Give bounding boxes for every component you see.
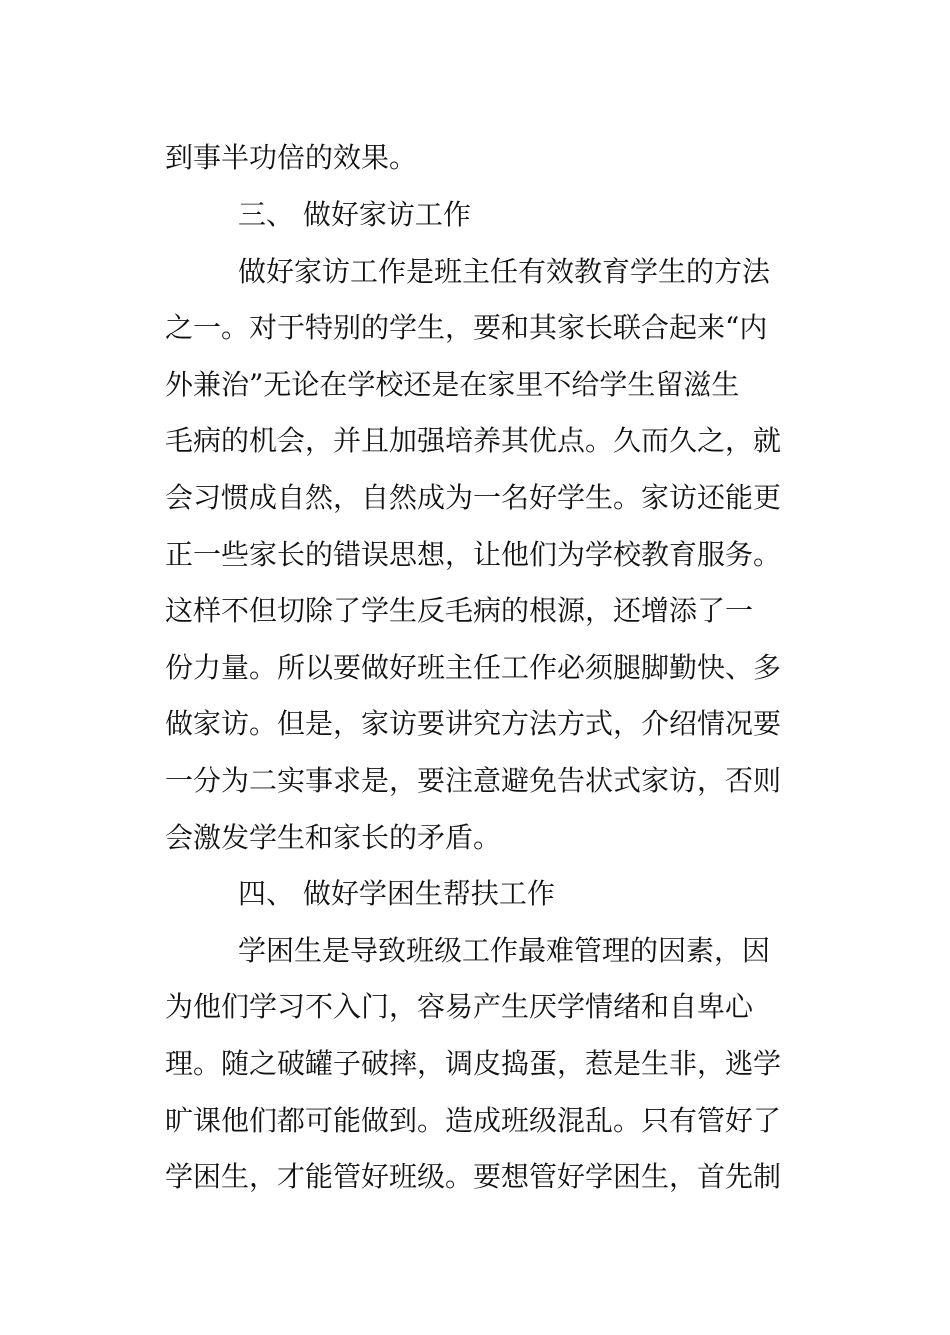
text-line: 会激发学生和家长的矛盾。 bbox=[165, 821, 502, 854]
text-line: 理。随之破罐子破摔，调皮捣蛋，惹是生非，逃学 bbox=[165, 1047, 782, 1080]
text-line: 到事半功倍的效果。 bbox=[165, 141, 418, 174]
text-line: 会习惯成自然，自然成为一名好学生。家访还能更 bbox=[165, 481, 782, 514]
text-line: 这样不但切除了学生反毛病的根源，还增添了一 bbox=[165, 594, 754, 627]
text-line: 一分为二实事求是，要注意避免告状式家访，否则 bbox=[165, 764, 782, 797]
paragraph-first-line: 学困生是导致班级工作最难管理的因素，因 bbox=[238, 934, 771, 967]
text-line: 毛病的机会，并且加强培养其优点。久而久之，就 bbox=[165, 424, 782, 457]
text-line: 份力量。所以要做好班主任工作必须腿脚勤快、多 bbox=[165, 651, 782, 684]
text-line: 正一些家长的错误思想，让他们为学校教育服务。 bbox=[165, 538, 782, 571]
paragraph-first-line: 做好家访工作是班主任有效教育学生的方法 bbox=[238, 255, 771, 288]
section-heading: 三、 做好家访工作 bbox=[238, 198, 471, 231]
text-line: 旷课他们都可能做到。造成班级混乱。只有管好了 bbox=[165, 1104, 782, 1137]
text-line: 外兼治”无论在学校还是在家里不给学生留滋生 bbox=[165, 368, 740, 401]
text-line: 做家访。但是，家访要讲究方法方式，介绍情况要 bbox=[165, 707, 782, 740]
text-line: 之一。对于特别的学生，要和其家长联合起来“内 bbox=[165, 311, 768, 344]
text-line: 学困生，才能管好班级。要想管好学困生，首先制 bbox=[165, 1160, 782, 1193]
section-heading: 四、 做好学困生帮扶工作 bbox=[238, 877, 555, 910]
text-line: 为他们学习不入门，容易产生厌学情绪和自卑心 bbox=[165, 990, 754, 1023]
